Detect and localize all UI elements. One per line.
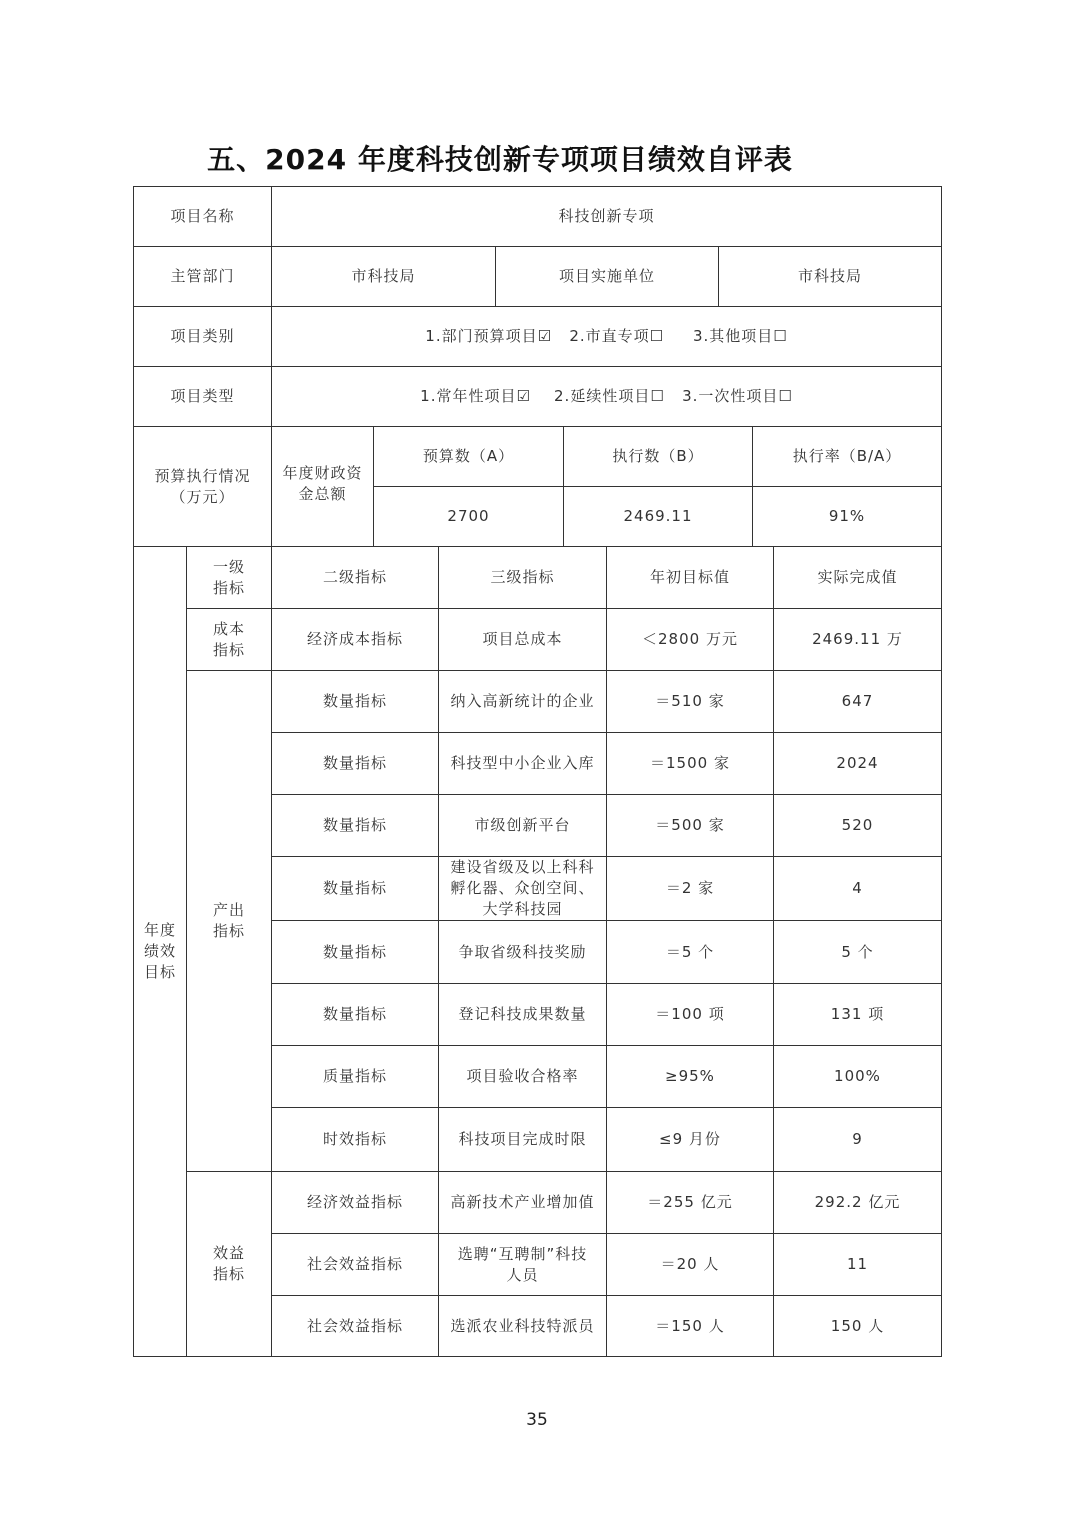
category-options: 1.部门预算项目☑ 2.市直专项☐ 3.其他项目☐ (271, 306, 942, 367)
level2-cell: 数量指标 (271, 732, 439, 795)
group-cost: 成本 指标 (186, 608, 272, 671)
level3-cell: 市级创新平台 (438, 794, 607, 857)
target-cell: ＝510 家 (606, 670, 774, 733)
budget-header-b: 执行数（B） (563, 426, 753, 487)
actual-cell: 150 人 (773, 1295, 942, 1357)
budget-sublabel: 年度财政资 金总额 (271, 426, 374, 547)
type-label: 项目类型 (133, 366, 272, 427)
budget-value-b: 2469.11 (563, 486, 753, 547)
level2-cell: 数量指标 (271, 856, 439, 921)
level2-cell: 社会效益指标 (271, 1233, 439, 1296)
level2-cell: 经济成本指标 (271, 608, 439, 671)
level3-cell: 科技型中小企业入库 (438, 732, 607, 795)
department-value: 市科技局 (271, 246, 496, 307)
target-cell: ＝5 个 (606, 920, 774, 984)
level3-cell: 高新技术产业增加值 (438, 1171, 607, 1234)
impl-unit-value: 市科技局 (718, 246, 942, 307)
level2-cell: 质量指标 (271, 1045, 439, 1108)
budget-header-rate: 执行率（B/A） (752, 426, 942, 487)
budget-value-rate: 91% (752, 486, 942, 547)
category-label: 项目类别 (133, 306, 272, 367)
level2-cell: 社会效益指标 (271, 1295, 439, 1357)
department-label: 主管部门 (133, 246, 272, 307)
actual-cell: 11 (773, 1233, 942, 1296)
level2-cell: 经济效益指标 (271, 1171, 439, 1234)
target-cell: ≥95% (606, 1045, 774, 1108)
actual-cell: 647 (773, 670, 942, 733)
actual-cell: 2469.11 万 (773, 608, 942, 671)
level2-cell: 数量指标 (271, 983, 439, 1046)
target-cell: ＝500 家 (606, 794, 774, 857)
level3-cell: 选聘“互聘制”科技 人员 (438, 1233, 607, 1296)
budget-value-a: 2700 (373, 486, 564, 547)
type-options: 1.常年性项目☑ 2.延续性项目☐ 3.一次性项目☐ (271, 366, 942, 427)
group-benefit: 效益 指标 (186, 1171, 272, 1357)
budget-label: 预算执行情况 （万元） (133, 426, 272, 547)
actual-cell: 4 (773, 856, 942, 921)
level2-cell: 数量指标 (271, 920, 439, 984)
actual-cell: 520 (773, 794, 942, 857)
target-cell: ≤9 月份 (606, 1107, 774, 1172)
target-cell: ＝100 项 (606, 983, 774, 1046)
level3-cell: 纳入高新统计的企业 (438, 670, 607, 733)
level3-cell: 争取省级科技奖励 (438, 920, 607, 984)
level3-cell: 科技项目完成时限 (438, 1107, 607, 1172)
level3-cell: 项目总成本 (438, 608, 607, 671)
perf-header-target: 年初目标值 (606, 546, 774, 609)
actual-cell: 100% (773, 1045, 942, 1108)
level2-cell: 数量指标 (271, 794, 439, 857)
perf-header-actual: 实际完成值 (773, 546, 942, 609)
page-number: 35 (526, 1410, 548, 1430)
target-cell: ＝255 亿元 (606, 1171, 774, 1234)
project-name-label: 项目名称 (133, 186, 272, 247)
target-cell: ＝2 家 (606, 856, 774, 921)
target-cell: ＜2800 万元 (606, 608, 774, 671)
actual-cell: 2024 (773, 732, 942, 795)
level2-cell: 数量指标 (271, 670, 439, 733)
budget-header-a: 预算数（A） (373, 426, 564, 487)
perf-header-level1: 一级 指标 (186, 546, 272, 609)
actual-cell: 292.2 亿元 (773, 1171, 942, 1234)
page-title: 五、2024 年度科技创新专项项目绩效自评表 (207, 143, 793, 176)
target-cell: ＝150 人 (606, 1295, 774, 1357)
target-cell: ＝1500 家 (606, 732, 774, 795)
project-name-value: 科技创新专项 (271, 186, 942, 247)
actual-cell: 9 (773, 1107, 942, 1172)
perf-section-label: 年度 绩效 目标 (133, 546, 187, 1357)
level3-cell: 建设省级及以上科科 孵化器、众创空间、 大学科技园 (438, 856, 607, 921)
impl-unit-label: 项目实施单位 (495, 246, 719, 307)
perf-header-level2: 二级指标 (271, 546, 439, 609)
perf-header-level3: 三级指标 (438, 546, 607, 609)
level3-cell: 登记科技成果数量 (438, 983, 607, 1046)
level3-cell: 项目验收合格率 (438, 1045, 607, 1108)
actual-cell: 131 项 (773, 983, 942, 1046)
level2-cell: 时效指标 (271, 1107, 439, 1172)
target-cell: ＝20 人 (606, 1233, 774, 1296)
level3-cell: 选派农业科技特派员 (438, 1295, 607, 1357)
actual-cell: 5 个 (773, 920, 942, 984)
group-output: 产出 指标 (186, 670, 272, 1172)
